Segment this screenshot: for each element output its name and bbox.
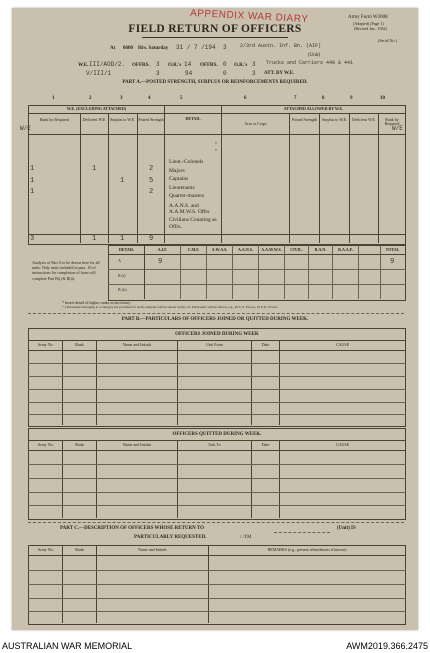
at-label: At <box>110 46 116 51</box>
part-c-header-army-no: Army No. <box>37 547 54 552</box>
analysis-header-rule <box>108 254 406 255</box>
joined-row-rule <box>28 402 406 403</box>
att-label: ATT. BY W.E. <box>264 71 295 76</box>
analysis-header: R.A.N. <box>314 247 327 252</box>
part-c-header-rule <box>28 555 406 556</box>
quitted-header-name: Name and Initials <box>122 442 152 447</box>
form-title: FIELD RETURN OF OFFICERS <box>128 23 302 35</box>
quitted-vline <box>96 440 97 518</box>
analysis-header: R.A.A.F. <box>338 247 353 252</box>
ors2-value: 3 <box>252 61 256 68</box>
col-number-3: 3 <box>120 96 123 101</box>
part-a-vline <box>137 113 138 243</box>
analysis-vline <box>308 245 309 299</box>
total-col1: 3 <box>30 235 35 243</box>
joined-row-rule <box>28 414 406 415</box>
part-c-row-rule <box>28 570 406 571</box>
margin-mark-right: W/E <box>392 125 403 132</box>
right-header-4: Deficient W.E. <box>352 117 376 122</box>
rank-item: Lieutenants <box>169 184 195 191</box>
document-sheet <box>12 8 418 630</box>
analysis-header: A.I.F. <box>157 247 168 252</box>
analysis-header: A.A.N.S. <box>238 247 253 252</box>
joined-vline <box>62 340 63 425</box>
offrs-value: 3 <box>156 61 160 68</box>
unit-line2: Trucks and Carriers 440 & 441 <box>266 60 354 66</box>
part-a-vline <box>378 113 379 243</box>
total-col2: 1 <box>92 235 97 243</box>
offrs2-label: OFFRS. <box>200 63 218 68</box>
rank-item: Lieut.-Colonels <box>169 159 204 165</box>
part-c-requested: PARTICULARLY REQUESTED. <box>134 535 207 540</box>
left-header-4: Posted Strength <box>138 117 164 122</box>
we-line2: V/III/1 <box>86 70 112 77</box>
quitted-header-cause: CAUSE <box>335 442 350 447</box>
analysis-row-rule <box>108 269 406 270</box>
quitted-header-army-no: Army No. <box>37 442 54 447</box>
margin-mark-left: W/E <box>20 125 31 132</box>
joined-header-cause: CAUSE <box>335 342 350 347</box>
analysis-vline <box>358 245 359 299</box>
analysis-row-label: B (ii) <box>118 287 127 292</box>
analysis-header: DETAIL <box>118 247 135 252</box>
ors-label: O.R.'s <box>168 63 182 68</box>
left-header-3: Surplus to W.E. <box>109 117 136 122</box>
quitted-row-rule <box>28 464 406 465</box>
separator-dashed <box>28 522 404 523</box>
analysis-total-value: 9 <box>390 258 395 266</box>
quitted-header-rank: Rank <box>75 442 84 447</box>
quitted-vline <box>251 440 252 518</box>
year-suffix: 3 <box>223 44 227 51</box>
part-a-vline <box>80 113 81 243</box>
unit-value: 2/3rd Austn. Inf. Bn. (AIF) <box>240 43 322 49</box>
col4-value: 2 <box>149 165 154 173</box>
quitted-header-rule <box>28 450 406 451</box>
quitted-vline <box>177 440 178 518</box>
line2-value-4: 3 <box>252 70 256 77</box>
right-header-2: Posted Strength <box>291 117 318 122</box>
joined-vline <box>251 340 252 425</box>
joined-header-army-no: Army No. <box>37 342 54 347</box>
part-c-header-remarks: REMARKS (e.g., present whereabouts if known) <box>267 547 347 552</box>
ors2-label: O.R.'s <box>234 63 248 68</box>
offrs2-value: 0 <box>223 61 227 68</box>
joined-header-rule <box>28 350 406 351</box>
date-value: 31 / 7 /194 <box>176 44 216 51</box>
col4-value: 5 <box>149 177 154 185</box>
analysis-vline <box>258 245 259 299</box>
joined-header-rank: Rank <box>75 342 84 347</box>
right-header-3: Surplus to W.E. <box>321 117 348 122</box>
col-number-8: 8 <box>322 96 325 101</box>
analysis-vline <box>232 245 233 299</box>
footnote-2: * ‡ Personnel belonging to a category not provided for in the analysis will be shown in this col. Particulars will be shown, e.g., 20 U.S. Forces, 10 U.K. Forces. <box>62 305 279 309</box>
unit-label: (Unit) <box>308 53 321 58</box>
col-number-4: 4 <box>148 96 151 101</box>
we-value: III/AOD/2. <box>89 61 126 68</box>
total-col3: 1 <box>120 235 125 243</box>
quitted-row-rule <box>28 478 406 479</box>
rank-item: Civilians Counting as Offrs. <box>169 217 217 230</box>
offrs-label: OFFRS. <box>132 63 150 68</box>
col-number-1: 1 <box>52 96 55 101</box>
analysis-row-label: B (i) <box>118 273 126 278</box>
analysis-vline <box>144 245 145 299</box>
joined-vline <box>96 340 97 425</box>
joined-header-unit: Unit From <box>206 342 223 347</box>
form-ref-line3: (Revised Jan., 1942) <box>354 26 387 31</box>
analysis-header: A.W.A.S. <box>211 247 228 252</box>
group-left-header: W.E. (EXCLUDING ATTACHED) <box>66 106 127 111</box>
part-a-vline <box>319 113 320 243</box>
joined-header-date: Date <box>261 342 270 347</box>
title-underline <box>142 37 288 38</box>
quitted-vline <box>62 440 63 518</box>
part-c-unit-is: (Unit) IS <box>337 526 356 531</box>
analysis-header: C.M.F. <box>187 247 200 252</box>
we-prefix: W.E. <box>78 63 89 68</box>
analysis-vline <box>284 245 285 299</box>
col-number-6: 6 <box>244 96 247 101</box>
footer-accession: AWM2019.366.2475 <box>346 641 428 651</box>
war-diary-stamp: APPENDIX WAR DIARY <box>189 7 309 26</box>
quitted-row-rule <box>28 505 406 506</box>
analysis-row-rule <box>108 284 406 285</box>
col1-value: 1 <box>30 165 35 173</box>
part-c-unit-blank <box>274 532 330 533</box>
col3-value: 1 <box>120 177 125 185</box>
part-c-title: PART C.—DESCRIPTION OF OFFICERS WHOSE RETURN TO <box>60 526 205 531</box>
analysis-vline <box>332 245 333 299</box>
col-number-2: 2 <box>89 96 92 101</box>
part-a-vline <box>164 105 165 243</box>
asterisk-mark: * <box>215 148 217 153</box>
separator-dashed <box>28 313 404 314</box>
rank-item: Quarter-masters <box>169 193 205 200</box>
part-c-row-rule <box>28 584 406 585</box>
joined-title-rule <box>28 340 406 341</box>
quitted-vline <box>279 440 280 518</box>
joined-row-rule <box>28 389 406 390</box>
asterisk-mark: * <box>215 141 217 146</box>
joined-row-rule <box>28 363 406 364</box>
detail-header: DETAIL <box>185 116 201 121</box>
line2-value-3: 0 <box>223 70 227 77</box>
quitted-header-unit: Unit To <box>208 442 221 447</box>
col-number-9: 9 <box>350 96 353 101</box>
rank-item: Majors <box>169 167 185 174</box>
total-col4: 9 <box>149 235 154 243</box>
part-c-date: / /194 <box>240 535 252 540</box>
part-c-row-rule <box>28 611 406 612</box>
left-header-2: Deficient W.E. <box>82 117 107 122</box>
right-header-5: Rank by Required <box>384 117 400 127</box>
part-c-header-rank: Rank <box>75 547 84 552</box>
quitted-row-rule <box>28 492 406 493</box>
left-header-1: Rank by Required <box>39 117 70 122</box>
analysis-vline <box>206 245 207 299</box>
quitted-title-rule <box>28 440 406 441</box>
col2-value: 1 <box>92 165 97 173</box>
col-number-10: 10 <box>380 96 385 101</box>
analysis-header: TOTAL <box>385 247 400 252</box>
analysis-note: Analysis of Part A to be drawn here for all units. Only units included in para. 10 of instructions for completion of form will complete Part B(i) & B(ii). <box>32 260 100 281</box>
analysis-header: A.A.M.W.S. <box>261 247 282 252</box>
joined-title: OFFICERS JOINED DURING WEEK <box>175 332 259 337</box>
footer-credit: AUSTRALIAN WAR MEMORIAL <box>2 641 133 651</box>
line2-value-1: 3 <box>156 70 160 77</box>
analysis-vline <box>180 245 181 299</box>
analysis-aif-value: 9 <box>158 258 163 266</box>
rank-item: A.A.N.S. and A.A.M.W.S. Offrs <box>169 202 210 215</box>
joined-vline <box>279 340 280 425</box>
group-right-header: ATTACHED ALLOWED BY W.E. <box>283 106 344 111</box>
part-c-header-name: Name and Initials <box>138 547 167 552</box>
analysis-row-label: A <box>118 258 121 263</box>
part-a-vline <box>289 113 290 243</box>
hrs-label: Hrs. Saturday <box>138 46 169 51</box>
rank-item: Captains <box>169 176 189 183</box>
col4-value: 2 <box>149 188 154 196</box>
serial-label: (Serial No.) <box>378 38 397 43</box>
col1-value: 1 <box>30 177 35 185</box>
rank-list <box>169 158 221 230</box>
ors-value: 14 <box>184 61 192 68</box>
quitted-header-date: Date <box>261 442 270 447</box>
col-number-7: 7 <box>294 96 297 101</box>
form-ref-line2: (Adapted) (Page 1) <box>353 21 384 26</box>
part-c-row-rule <box>28 598 406 599</box>
line2-value-2: 94 <box>185 70 193 77</box>
time-value: 0600 <box>123 46 133 51</box>
analysis-header: CIVIL. <box>290 247 303 252</box>
part-a-title: PART A.—POSTED STRENGTH, SURPLUS OR REINFORCEMENTS REQUIRED. <box>122 80 308 85</box>
footnote-1: * Insert detail of higher ranks as necessary. <box>62 300 131 305</box>
col-number-5: 5 <box>180 96 183 101</box>
joined-header-name: Name and Initials <box>122 342 152 347</box>
part-c-table <box>28 545 406 625</box>
col1-value: 1 <box>30 188 35 196</box>
right-header-1: Arm or Corps <box>244 121 267 126</box>
joined-vline <box>177 340 178 425</box>
quitted-title: OFFICERS QUITTED DURING WEEK. <box>172 432 262 437</box>
part-a-vline <box>349 113 350 243</box>
joined-row-rule <box>28 376 406 377</box>
part-b-title: PART B.—PARTICULARS OF OFFICERS JOINED OR QUITTED DURING WEEK. <box>121 317 309 322</box>
analysis-vline <box>380 245 381 299</box>
form-ref-line1: Army Form W3008 <box>348 15 388 20</box>
part-a-vline <box>108 113 109 243</box>
